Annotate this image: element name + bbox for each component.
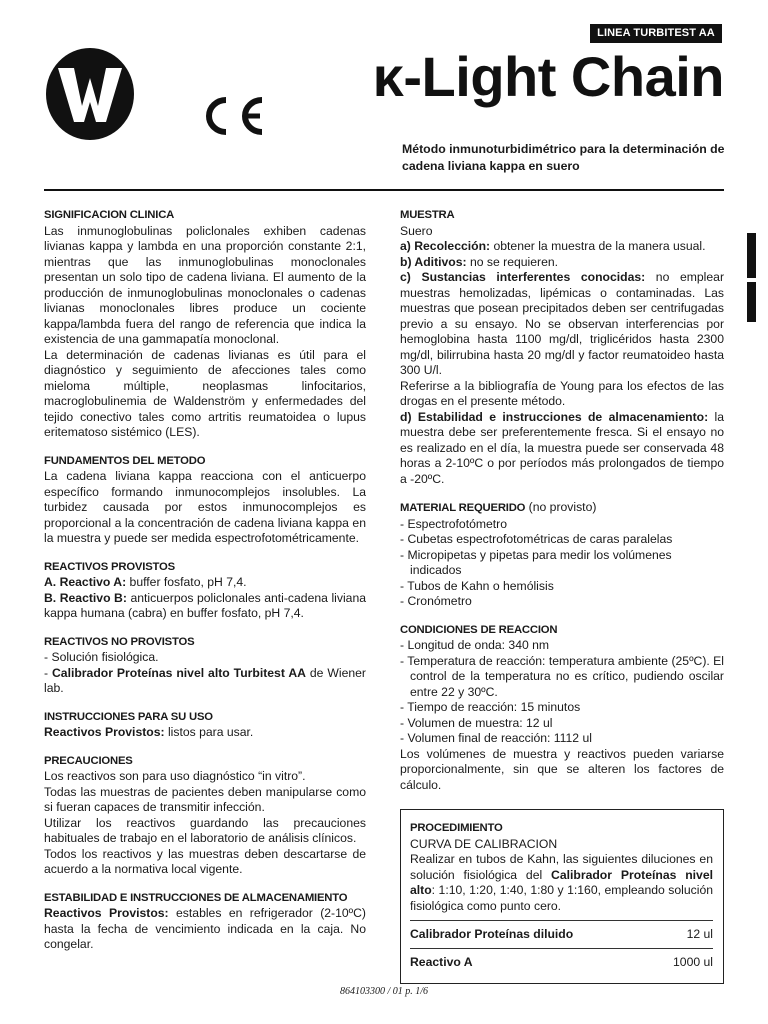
- list-item: - Temperatura de reacción: temperatura ambiente (25ºC). El control de la temperatura no es crítico, pudiendo oscilar entre 22 y 30ºC.: [400, 653, 724, 699]
- section-heading: FUNDAMENTOS DEL METODO: [44, 454, 206, 467]
- section-tab-marker: [747, 233, 756, 278]
- paragraph: [400, 255, 724, 271]
- procedure-subheading: CURVA DE CALIBRACION: [410, 836, 558, 851]
- section-heading: ESTABILIDAD E INSTRUCCIONES DE ALMACENAMIENTO: [44, 891, 348, 904]
- product-line-badge: LINEA TURBITEST AA: [590, 24, 722, 43]
- reagent-b: [44, 591, 366, 622]
- list-item: - Cronómetro: [400, 594, 472, 608]
- inline-label: Reactivos Provistos:: [44, 906, 169, 920]
- list-bullet: -: [44, 665, 52, 680]
- row-value: 12 ul: [686, 927, 713, 941]
- inline-label: d) Estabilidad e instrucciones de almacenamiento:: [400, 409, 709, 424]
- section-estabilidad: [44, 891, 366, 953]
- paragraph: Todas las muestras de pacientes deben manipularse como si fueran capaces de transmitir infección.: [44, 784, 366, 814]
- inline-text: : 1:10, 1:20, 1:40, 1:80 y 1:160, empleando solución fisiológica como punto cero.: [410, 883, 713, 913]
- reagent-b-text: anticuerpos policlonales anti-cadena liviana kappa humana (cabra) en buffer fosfato, pH 7,4.: [44, 590, 366, 620]
- paragraph: Utilizar los reactivos guardando las precauciones habituales de trabajo en el laboratorio de análisis clínicos.: [44, 815, 366, 845]
- paragraph: Referirse a la bibliografía de Young para los efectos de las drogas en el presente método.: [400, 378, 724, 408]
- row-label: Reactivo A: [410, 954, 473, 969]
- paragraph: Los volúmenes de muestra y reactivos pueden variarse proporcionalmente, sin que se alteren los factores de cálculo.: [400, 746, 724, 792]
- list-item: - Volumen de muestra: 12 ul: [400, 715, 553, 730]
- list-item: - Tiempo de reacción: 15 minutos: [400, 700, 581, 714]
- section-heading: PROCEDIMIENTO: [410, 822, 503, 834]
- paragraph: [44, 906, 366, 953]
- section-heading: MATERIAL REQUERIDO: [400, 502, 526, 514]
- section-heading: INSTRUCCIONES PARA SU USO: [44, 710, 213, 723]
- product-title: κ-Light Chain: [372, 45, 724, 108]
- paragraph: [400, 239, 724, 255]
- paragraph: [410, 852, 713, 914]
- section-heading: REACTIVOS NO PROVISTOS: [44, 635, 195, 648]
- list-item: - Longitud de onda: 340 nm: [400, 638, 550, 652]
- ce-mark-icon: [198, 94, 266, 138]
- inline-text: la muestra debe ser preferentemente fresca. Si el ensayo no es realizado en el día, la muestra puede ser conservada 48 horas a 2-10ºC o por períodos más prolongados de tiempo a -20ºC.: [400, 409, 724, 486]
- section-heading: PRECAUCIONES: [44, 754, 133, 767]
- section-precauciones: [44, 754, 366, 878]
- paragraph: La cadena liviana kappa reacciona con el anticuerpo específico formando inmunocomplejos insolubles. La turbidez causada por estos inmunocomplejos es proporcional a la concentración de cadena liviana kappa en la muestra y puede ser medida espectrofotométricamente.: [44, 469, 366, 545]
- paragraph: [400, 270, 724, 379]
- section-fundamentos: [44, 454, 366, 547]
- table-row: [410, 948, 713, 976]
- section-muestra: [400, 208, 724, 487]
- section-heading: CONDICIONES DE REACCION: [400, 623, 558, 636]
- material-heading-line: [400, 500, 724, 517]
- inline-text: no emplear muestras hemolizadas, lipémicas o contaminadas. Las muestras que posean precipitados deben ser centrifugadas previo a su ensayo. No se observan interferencias por hemoglobina hasta 1100 mg/dl, triglicéridos hasta 2300 mg/dl, bilirrubina hasta 20 mg/dl y factor reumatoideo hasta 300 U/l.: [400, 270, 724, 377]
- calibrator-name: Calibrador Proteínas nivel alto: [410, 867, 714, 897]
- calibrator-name: Calibrador Proteínas nivel alto Turbitest AA: [52, 665, 306, 680]
- page-footer: 864103300 / 01 p. 1/6: [339, 986, 429, 997]
- inline-text: no se requieren.: [466, 254, 559, 269]
- procedure-box: [400, 809, 724, 984]
- inline-label: Reactivos Provistos:: [44, 725, 165, 739]
- inline-label: c) Sustancias interferentes conocidas:: [400, 270, 646, 284]
- section-significacion: [44, 208, 366, 441]
- section-instrucciones: [44, 710, 366, 741]
- inline-text: obtener la muestra de la manera usual.: [490, 239, 706, 253]
- inline-text: listos para usar.: [164, 725, 254, 739]
- list-item: - Tubos de Kahn o hemólisis: [400, 578, 554, 593]
- sample-type: Suero: [400, 223, 433, 238]
- section-heading: SIGNIFICACION CLINICA: [44, 209, 175, 221]
- inline-label: b) Aditivos:: [400, 254, 467, 269]
- list-item-suffix: de Wiener lab.: [44, 665, 366, 695]
- reagent-a: [44, 575, 366, 591]
- section-heading: MUESTRA: [400, 209, 455, 221]
- section-material: [400, 500, 724, 610]
- heading-suffix: (no provisto): [525, 500, 597, 514]
- paragraph: [44, 725, 366, 741]
- inline-text: estables en refrigerador (2-10ºC) hasta la fecha de vencimiento indicada en la caja. No congelar.: [44, 906, 366, 951]
- table-row: [410, 920, 713, 948]
- wiener-lab-logo-icon: [44, 46, 136, 142]
- paragraph: Los reactivos son para uso diagnóstico “in vitro”.: [44, 769, 306, 783]
- section-condiciones: [400, 623, 724, 794]
- row-value: 1000 ul: [673, 954, 713, 969]
- list-item: - Micropipetas y pipetas para medir los volúmenes indicados: [400, 547, 672, 577]
- list-item: [44, 666, 366, 697]
- list-item: - Volumen final de reacción: 1112 ul: [400, 731, 592, 745]
- product-subtitle: Método inmunoturbidimétrico para la determinación de cadena liviana kappa en suero: [402, 142, 725, 173]
- left-column: [44, 208, 366, 966]
- paragraph: [400, 410, 724, 488]
- inline-label: a) Recolección:: [400, 239, 491, 253]
- list-item: - Cubetas espectrofotométricas de caras paralelas: [400, 532, 673, 546]
- section-reactivos-no-provistos: [44, 635, 366, 697]
- paragraph: Las inmunoglobulinas policlonales exhiben cadenas livianas kappa y lambda en una proporción constante 2:1, mientras que las inmunoglobulinas monoclonales presentan un solo tipo de cadena liviana. El aumento de la producción de inmunoglobulinas monoclonales o cadenas livianas monoclonales libres produce un cociente kappa/lambda fuera del rango de referencia que indica la existencia de una gammapatía monoclonal.: [44, 223, 366, 346]
- list-item: - Espectrofotómetro: [400, 516, 508, 531]
- paragraph: Todos los reactivos y las muestras deben descartarse de acuerdo a la normativa local vigente.: [44, 846, 366, 876]
- reagent-b-label: B. Reactivo B:: [44, 590, 127, 605]
- header-divider: [44, 189, 724, 191]
- list-item: - Solución fisiológica.: [44, 650, 159, 664]
- section-tab-marker: [747, 282, 756, 322]
- row-label: Calibrador Proteínas diluido: [410, 927, 574, 941]
- paragraph: La determinación de cadenas livianas es útil para el diagnóstico y seguimiento de afecciones tales como mieloma múltiple, neoplasmas linfocitarios, macroglobulinemia de Waldenström y enfermedades del tejido conectivo tales como artritis reumatoidea o lupus eritematoso sistémico (LES).: [44, 347, 366, 439]
- reagent-a-label: A. Reactivo A:: [44, 575, 127, 589]
- section-heading: REACTIVOS PROVISTOS: [44, 560, 175, 573]
- section-reactivos-provistos: [44, 560, 366, 622]
- inline-text: Realizar en tubos de Kahn, las siguientes diluciones en solución fisiológica del: [410, 852, 713, 882]
- right-column: [400, 208, 724, 984]
- reagent-a-text: buffer fosfato, pH 7,4.: [126, 575, 247, 589]
